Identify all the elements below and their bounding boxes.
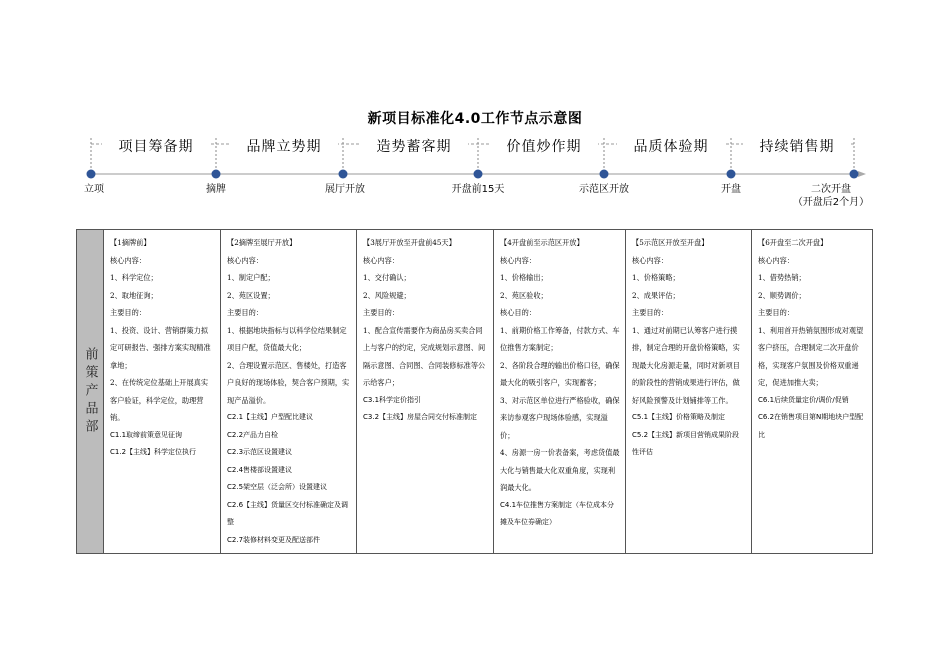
phase-label: 项目筹备期: [102, 136, 210, 156]
stage-text-line: 核心内容：: [500, 255, 536, 265]
stage-column: [357, 230, 494, 553]
stage-text-line: 4、房源一房一价表备案，考虑货值最大化与销售最大化双重角度，实现利润最大化。: [500, 448, 620, 492]
phase-label: 持续销售期: [743, 136, 851, 156]
task-reference: C2.6【主线】货量区交付标准确定及调整: [227, 500, 349, 526]
milestone-dot: [339, 170, 348, 179]
milestone-label: 二次开盘: [811, 184, 851, 195]
stage-text-line: 1、通过对前期已认筹客户进行摸排，制定合理的开盘价格策略，实现最大化房源走量，同时对新项目的阶段性的营销成果进行评估，做好风险预警及计划铺排等工作。: [632, 325, 740, 405]
stage-text-line: 核心内容：: [110, 255, 146, 265]
task-reference: C2.2产品力自检: [227, 430, 279, 439]
stage-heading: 【5示范区开放至开盘】: [632, 238, 709, 247]
page-title: 新项目标准化4.0工作节点示意图: [367, 111, 583, 127]
stage-text-line: 2、在传统定位基础上开展真实客户验证，科学定位，助理营销。: [110, 378, 209, 422]
milestone-label: 摘牌: [206, 184, 226, 195]
stage-text-line: 2、风险规避；: [363, 290, 411, 300]
phase-label: 品牌立势期: [230, 136, 338, 156]
stage-text-line: 2、苑区设置；: [227, 290, 275, 300]
stage-column: [626, 230, 752, 553]
task-reference: C5.1【主线】价格策略及制定: [632, 413, 726, 421]
milestone-dot: [212, 170, 221, 179]
stage-text-line: 1、利用首开热销氛围形成对观望客户挤压，合理制定二次开盘价格，实现客户氛围及价格双重递定，促进加推大卖；: [758, 325, 864, 387]
stage-text-line: 2、取地征询；: [110, 290, 158, 300]
task-reference: C2.7装修材料变更及配送部件: [227, 535, 321, 544]
stage-text-line: 1、配合宣传需要作为商品房买卖合同上与客户的约定，完成规划示意图、间隔示意图、合同图、合同装修标准等公示给客户；: [363, 325, 486, 387]
task-reference: C2.3示范区设置建议: [227, 448, 293, 456]
stage-column: [221, 230, 357, 553]
milestone-dot: [474, 170, 483, 179]
stage-heading: 【1摘牌前】: [110, 238, 151, 247]
milestone-label: 展厅开放: [325, 184, 365, 195]
stage-text-line: 1、根据地块指标与以科学位结果制定项目户配，货值最大化；: [227, 325, 347, 352]
stage-text-line: 1、价格策略；: [632, 273, 680, 282]
stage-heading: 【4开盘前至示范区开放】: [500, 238, 584, 247]
stage-text-line: 核心内容：: [632, 255, 668, 265]
stage-text-line: 核心内容：: [227, 255, 263, 265]
stage-text-line: 2、苑区验收；: [500, 290, 548, 300]
stage-heading: 【3展厅开放至开盘前45天】: [363, 238, 456, 247]
task-reference: C3.2【主线】房屋合同交付标准制定: [363, 413, 478, 421]
stage-text-line: 主要目的：: [632, 308, 668, 317]
milestone-label: 开盘前15天: [451, 184, 505, 195]
stage-text-line: 主要目的：: [758, 308, 794, 317]
stage-text-line: 1、前期价格工作筹备，付款方式、车位推售方案制定；: [500, 325, 620, 352]
phase-label: 价值炒作期: [490, 136, 598, 156]
stage-text-line: 核心内容：: [758, 255, 794, 265]
stage-text-line: 2、合理设置示范区、售楼处，打造客户良好的现场体验，契合客户预期，实现产品溢价。: [227, 360, 350, 405]
work-node-table: [76, 229, 873, 554]
stage-column: [494, 230, 626, 553]
task-reference: C2.1【主线】户型配比建议: [227, 413, 314, 421]
stage-text-line: 主要目的：: [110, 308, 146, 317]
stage-text-line: 核心目的：: [500, 308, 536, 317]
phase-label: 造势蓄客期: [360, 136, 468, 156]
stage-text-line: 主要目的：: [227, 308, 263, 317]
stage-text-line: 主要目的：: [363, 308, 399, 317]
department-cell: [77, 230, 104, 553]
department-label: 前策产品部: [82, 346, 98, 437]
stage-text-line: 1、交付确认；: [363, 273, 411, 282]
task-reference: C6.1后续货量定价/调价/促销: [758, 395, 849, 404]
milestone-dot: [850, 170, 859, 179]
phase-label: 品质体验期: [617, 136, 725, 156]
milestone-label: 开盘: [721, 184, 741, 195]
stage-text-line: 核心内容：: [363, 255, 399, 265]
milestone-dot: [600, 170, 609, 179]
milestone-dot: [727, 170, 736, 179]
stage-column: [752, 230, 873, 553]
milestone-sublabel: （开盘后2个月）: [792, 197, 870, 208]
timeline: [0, 130, 950, 220]
stage-text-line: 3、对示范区单位进行严格验收，确保来访参观客户现场体验感，实现溢价；: [500, 395, 620, 440]
task-reference: C6.2在销售项目第N期地块户型配比: [758, 413, 864, 439]
task-reference: C3.1科学定价指引: [363, 395, 422, 404]
stage-text-line: 1、借势热销；: [758, 273, 806, 282]
milestone-label: 示范区开放: [579, 184, 629, 195]
stage-heading: 【2摘牌至展厅开放】: [227, 238, 297, 247]
stage-text-line: 2、顺势调价；: [758, 290, 806, 300]
stage-text-line: 1、制定户配；: [227, 273, 275, 282]
task-reference: C5.2【主线】新项目营销成果阶段性评估: [632, 430, 740, 456]
stage-text-line: 1、科学定位；: [110, 273, 158, 282]
stage-column: [104, 230, 221, 553]
stage-text-line: 2、各阶段合理的输出价格口径，确保最大化的吸引客户，实现蓄客；: [500, 360, 620, 387]
stage-text-line: 1、投资、设计、营销群策力拟定可研报告、强排方案实现精准拿地；: [110, 325, 211, 370]
task-reference: C1.1取缔前策意见征询: [110, 430, 183, 439]
milestone-dot: [87, 170, 96, 179]
task-reference: C4.1车位推售方案制定（车位成本分摊及车位券确定）: [500, 500, 615, 526]
task-reference: C2.4售楼部设置建议: [227, 465, 293, 474]
task-reference: C2.5架空层（泛会所）设置建议: [227, 483, 328, 491]
stage-text-line: 1、价格输出；: [500, 273, 548, 282]
stage-text-line: 2、成果评估；: [632, 290, 680, 300]
stage-heading: 【6开盘至二次开盘】: [758, 238, 828, 247]
task-reference: C1.2【主线】科学定位执行: [110, 448, 197, 456]
milestone-label: 立项: [84, 184, 104, 195]
